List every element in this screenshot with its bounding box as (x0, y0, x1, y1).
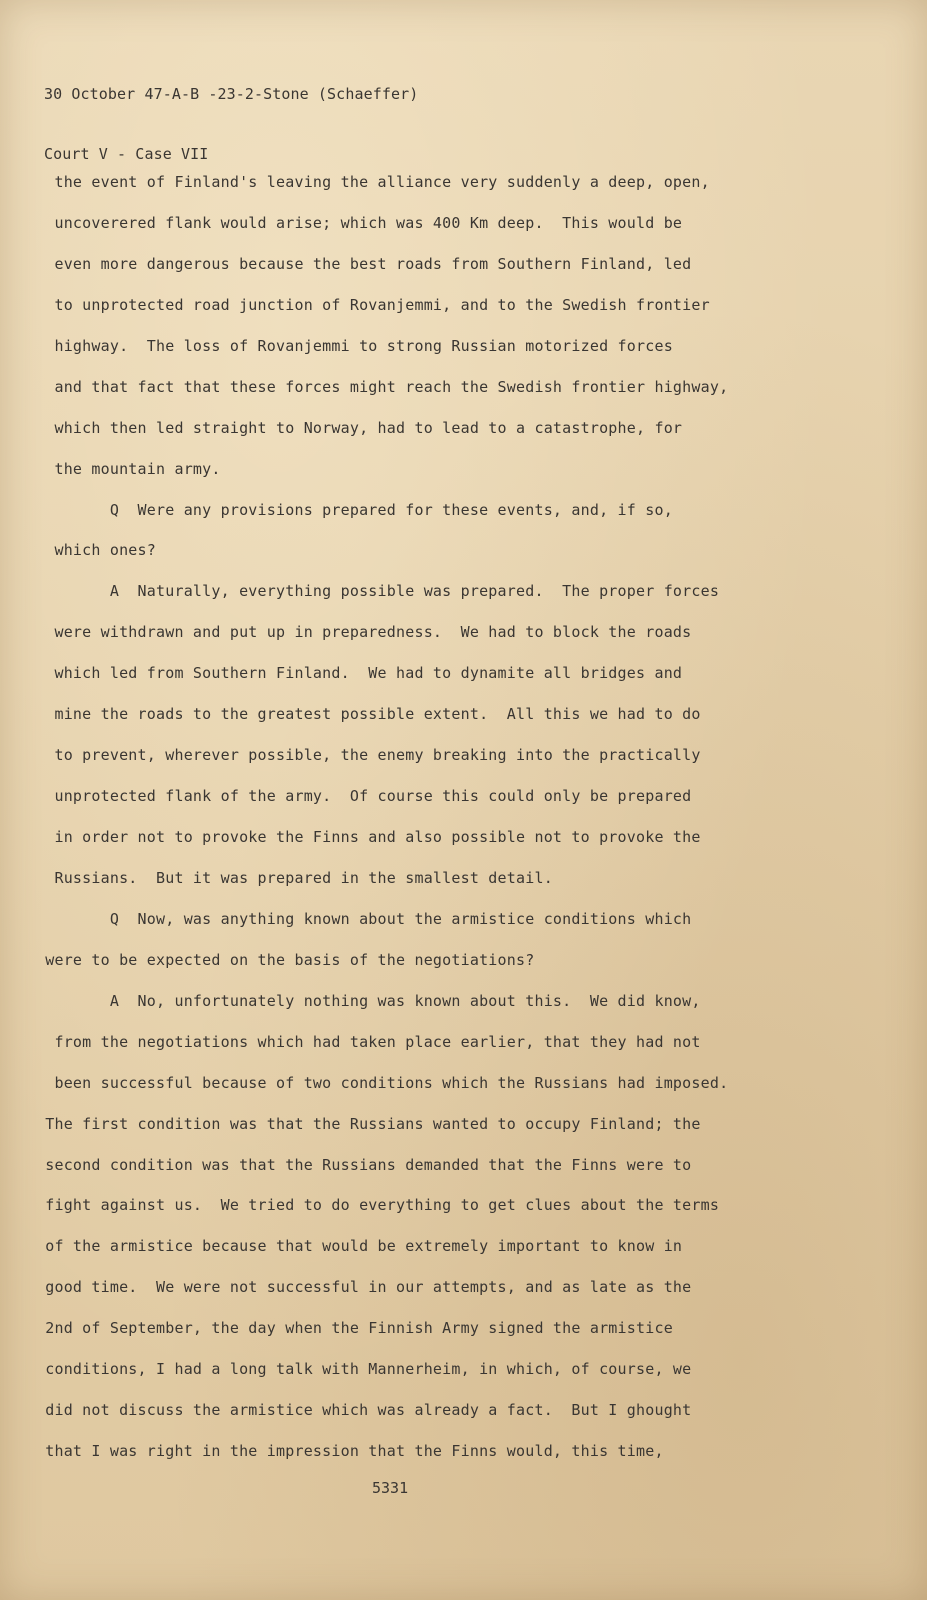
transcript-line: good time. We were not successful in our attempts, and as late as the (36, 1278, 692, 1297)
header-line-date-reference: 30 October 47-A-B -23-2-Stone (Schaeffer) (44, 85, 419, 103)
transcript-line: 2nd of September, the day when the Finnish Army signed the armistice (36, 1319, 673, 1338)
transcript-line: Q Now, was anything known about the armistice conditions which (36, 909, 692, 928)
transcript-line: even more dangerous because the best roads from Southern Finland, led (36, 254, 692, 273)
transcript-line: fight against us. We tried to do everything to get clues about the terms (36, 1196, 720, 1215)
header-line-court-case: Court V - Case VII (44, 145, 209, 163)
transcript-line: that I was right in the impression that the Finns would, this time, (36, 1442, 664, 1461)
transcript-line: the mountain army. (36, 459, 221, 478)
transcript-line: The first condition was that the Russians wanted to occupy Finland; the (36, 1114, 701, 1133)
transcript-line: which then led straight to Norway, had to lead to a catastrophe, for (36, 418, 683, 437)
transcript-line: Q Were any provisions prepared for these events, and, if so, (36, 500, 673, 519)
transcript-line: second condition was that the Russians demanded that the Finns were to (36, 1155, 692, 1174)
transcript-line: were withdrawn and put up in preparedness. We had to block the roads (36, 623, 692, 642)
transcript-line: and that fact that these forces might reach the Swedish frontier highway, (36, 377, 729, 396)
transcript-line: highway. The loss of Rovanjemmi to strong Russian motorized forces (36, 336, 673, 355)
transcript-body (36, 162, 896, 1472)
transcript-line: which led from Southern Finland. We had to dynamite all bridges and (36, 664, 683, 683)
transcript-line: in order not to provoke the Finns and also possible not to provoke the (36, 828, 701, 846)
transcript-line: from the negotiations which had taken place earlier, that they had not (36, 1032, 701, 1051)
transcript-line: Russians. But it was prepared in the smallest detail. (36, 868, 553, 887)
transcript-line: uncoverered flank would arise; which was 400 Km deep. This would be (36, 213, 683, 232)
transcript-line: did not discuss the armistice which was already a fact. But I ghought (36, 1401, 692, 1420)
transcript-line: which ones? (36, 541, 156, 560)
transcript-line: mine the roads to the greatest possible extent. All this we had to do (36, 705, 701, 724)
transcript-line: A No, unfortunately nothing was known about this. We did know, (36, 991, 701, 1010)
transcript-line: to prevent, wherever possible, the enemy breaking into the practically (36, 746, 701, 765)
transcript-line: been successful because of two conditions which the Russians had imposed. (36, 1073, 729, 1092)
page-number: 5331 (372, 1479, 409, 1497)
transcript-line: A Naturally, everything possible was prepared. The proper forces (36, 582, 720, 601)
transcript-line: conditions, I had a long talk with Mannerheim, in which, of course, we (36, 1360, 692, 1379)
transcript-line: of the armistice because that would be extremely important to know in (36, 1237, 683, 1256)
transcript-line: unprotected flank of the army. Of course this could only be prepared (36, 787, 692, 806)
transcript-line: were to be expected on the basis of the negotiations? (36, 950, 535, 969)
transcript-line: to unprotected road junction of Rovanjemmi, and to the Swedish frontier (36, 295, 710, 314)
transcript-line: the event of Finland's leaving the alliance very suddenly a deep, open, (36, 173, 710, 191)
